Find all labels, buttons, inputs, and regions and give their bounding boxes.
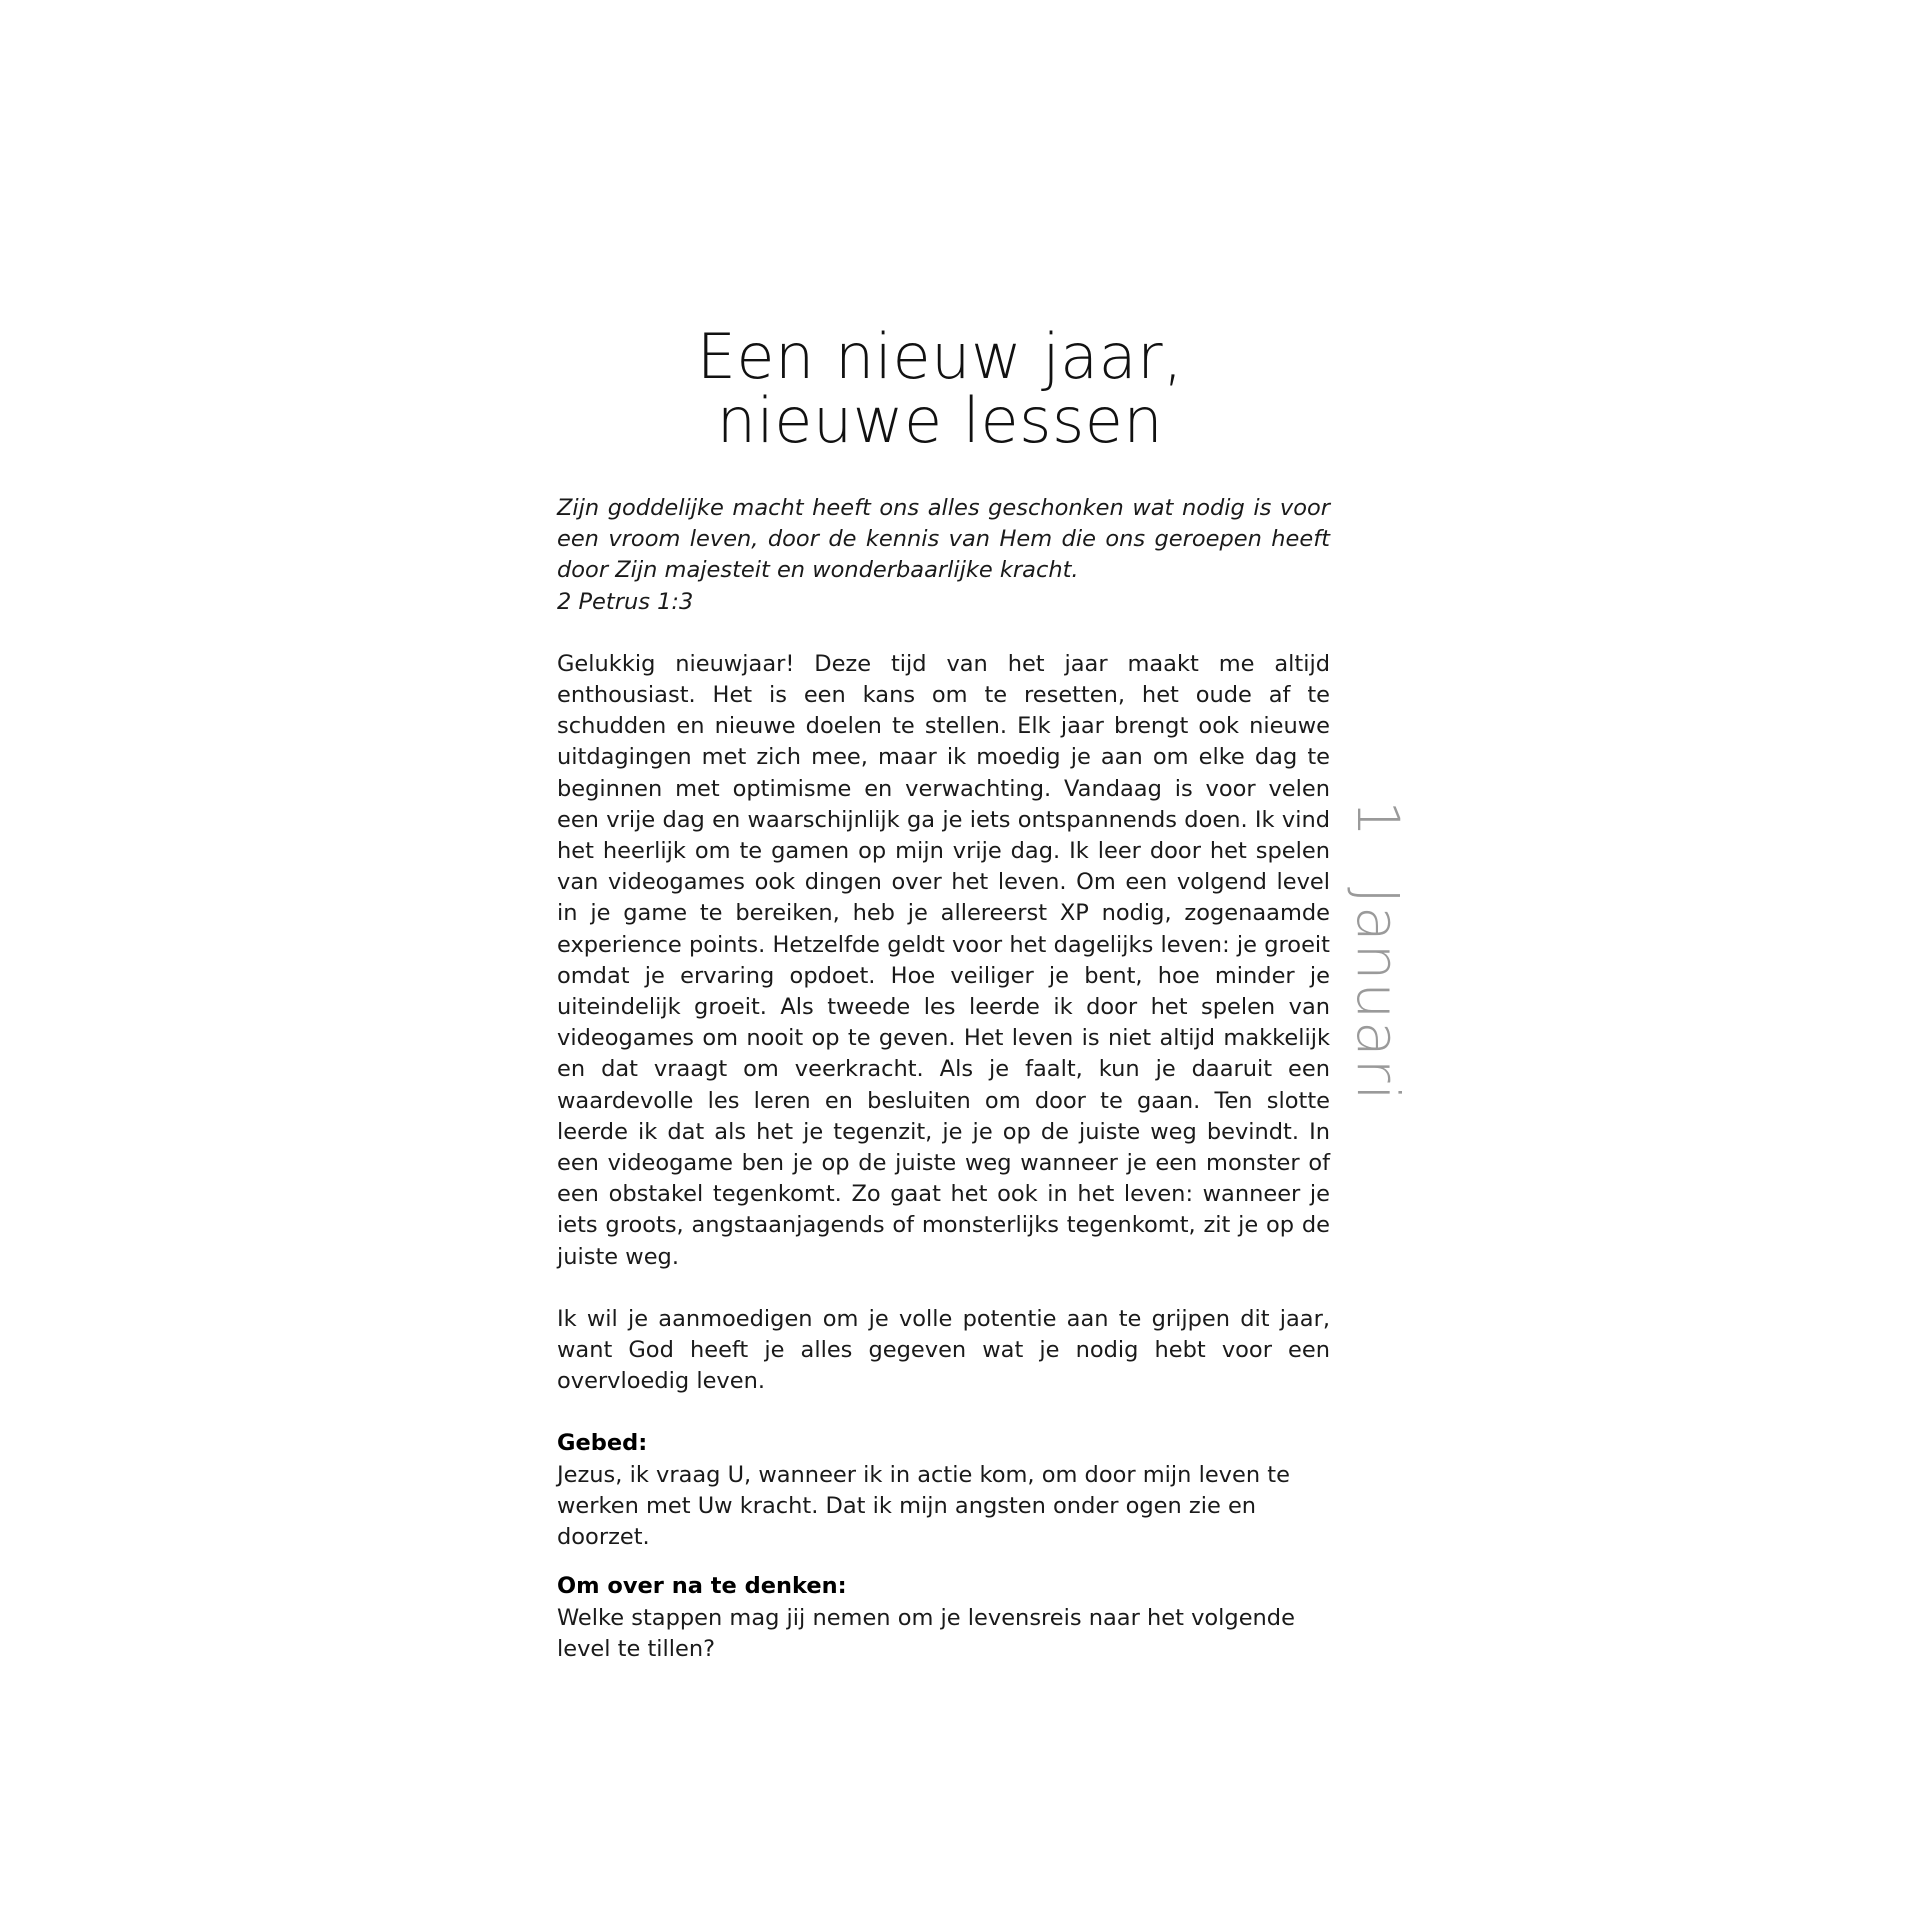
prayer-heading: Gebed: — [557, 1430, 648, 1457]
page-content — [557, 493, 1330, 1665]
verse-text: Zijn goddelijke macht heeft ons alles geschonken wat nodig is voor een vroom leven, door de kennis van Hem die ons geroepen heeft door Zijn majesteit en wonderbaarlijke kracht. — [557, 495, 1330, 584]
reflection-heading: Om over na te denken: — [557, 1573, 847, 1600]
date-label — [1344, 800, 1412, 1120]
title-line-2: nieuwe lessen — [716, 384, 1164, 457]
body-paragraph-2: Ik wil je aanmoedigen om je volle potentie aan te grijpen dit jaar, want God heeft je alles gegeven wat je nodig hebt voor een overvloedig leven. — [557, 1305, 1330, 1395]
page-title — [560, 320, 1320, 457]
title-line-1: Een nieuw jaar, — [696, 320, 1184, 393]
date-day: 1 — [1344, 800, 1412, 839]
verse-reference: 2 Petrus 1:3 — [557, 588, 694, 615]
date-month: Januari — [1344, 887, 1412, 1104]
reflection-text: Welke stappen mag jij nemen om je levensreis naar het volgende level te tillen? — [557, 1604, 1295, 1662]
bible-verse — [557, 493, 1330, 618]
prayer-text: Jezus, ik vraag U, wanneer ik in actie kom, om door mijn leven te werken met Uw kracht. Dat ik mijn angsten onder ogen zie en doorzet. — [557, 1461, 1290, 1551]
body-paragraph-1: Gelukkig nieuwjaar! Deze tijd van het jaar maakt me altijd enthousiast. Het is een kans om te resetten, het oude af te schudden en nieuwe doelen te stellen. Elk jaar brengt ook nieuwe uitdagingen met zich mee, maar ik moedig je aan om elke dag te beginnen met optimisme en verwachting. Vandaag is voor velen een vrije dag en waarschijnlijk ga je iets ontspannends doen. Ik vind het heerlijk om te gamen op mijn vrije dag. Ik leer door het spelen van videogames ook dingen over het leven. Om een volgend level in je game te bereiken, heb je allereerst XP nodig, zogenaamde experience points. Hetzelfde geldt voor het dagelijks leven: je groeit omdat je ervaring opdoet. Hoe veiliger je bent, hoe minder je uiteindelijk groeit. Als tweede les leerde ik door het spelen van videogames om nooit op te geven. Het leven is niet altijd makkelijk en dat vraagt om veerkracht. Als je faalt, kun je daaruit een waardevolle les leren en besluiten om door te gaan. Ten slotte leerde ik dat als het je tegenzit, je je op de juiste weg bevindt. In een videogame ben je op de juiste weg wanneer je een monster of een obstakel tegenkomt. Zo gaat het ook in het leven: wanneer je iets groots, angstaanjagends of monsterlijks tegenkomt, zit je op de juiste weg. — [557, 650, 1330, 1270]
